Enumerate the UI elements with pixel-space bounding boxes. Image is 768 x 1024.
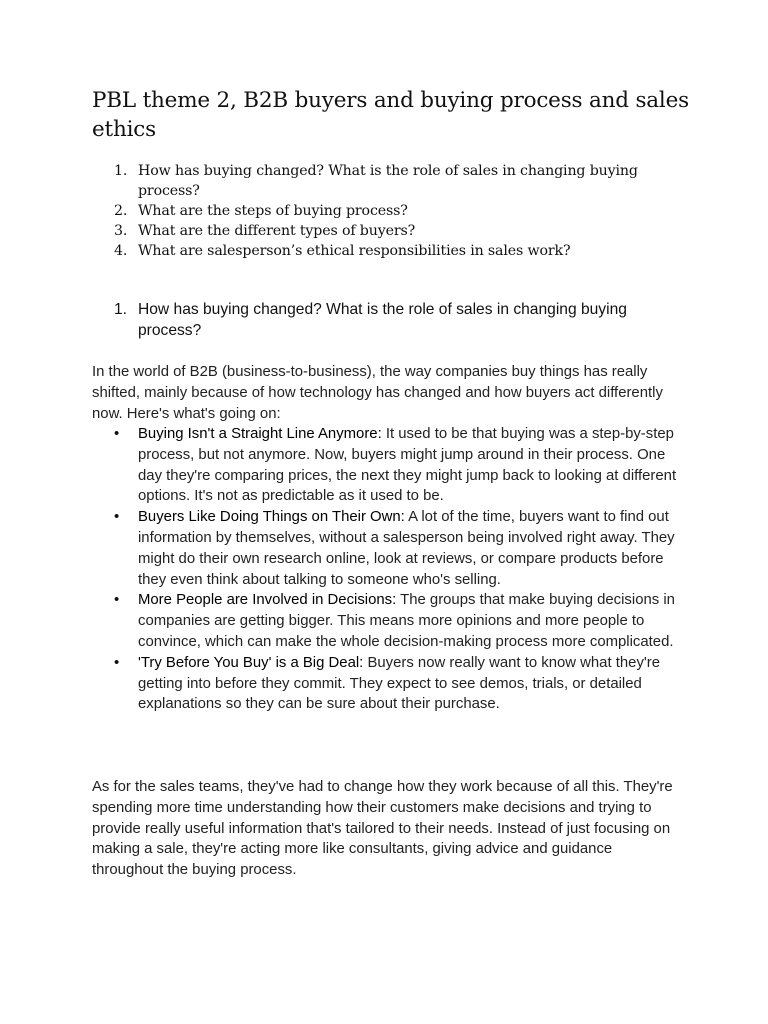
question-item <box>92 201 692 221</box>
bullet-text: The groups that make buying decisions in companies are getting bigger. This means more opinions and more people to convince, which can make the whole decision-making process more complicated. <box>138 592 675 650</box>
bullet-lead: More People are Involved in Decisions: <box>138 592 397 609</box>
bullet-list <box>92 424 682 715</box>
question-number: 4. <box>114 243 128 259</box>
bullet-lead: Buyers Like Doing Things on Their Own: <box>138 509 405 526</box>
question-list <box>92 161 692 261</box>
question-text: What are the different types of buyers? <box>138 223 416 239</box>
section-number: 1. <box>114 301 128 318</box>
question-item <box>92 221 692 241</box>
question-item <box>92 241 692 261</box>
intro-paragraph: In the world of B2B (business-to-business), the way companies buy things has really shifted, mainly because of how technology has changed and how buyers act differently now. Here's what's going on: <box>92 364 663 422</box>
question-item <box>92 161 692 201</box>
bullet-marker: • <box>114 509 120 526</box>
bullet-text: It used to be that buying was a step-by-step process, but not anymore. Now, buyers might jump around in their process. One day they're comparing prices, the next they might jump back to looking at different options. It's not as predictable as it used to be. <box>138 426 677 505</box>
question-number: 1. <box>114 163 128 179</box>
document-title: PBL theme 2, B2B buyers and buying process and sales ethics <box>92 88 689 142</box>
bullet-item <box>92 590 682 652</box>
question-text: How has buying changed? What is the role of sales in changing buying process? <box>138 163 638 199</box>
question-number: 3. <box>114 223 128 239</box>
bullet-marker: • <box>114 592 120 609</box>
bullet-marker: • <box>114 426 120 442</box>
question-number: 2. <box>114 203 128 219</box>
section-heading-text: How has buying changed? What is the role of sales in changing buying process? <box>138 301 627 339</box>
bullet-lead: 'Try Before You Buy' is a Big Deal: <box>138 654 364 671</box>
bullet-text: Buyers now really want to know what they're getting into before they commit. They expect to see demos, trials, or detailed explanations so they can be sure about their purchase. <box>138 654 660 713</box>
outro-paragraph: As for the sales teams, they've had to change how they work because of all this. They're spending more time understanding how their customers make decisions and trying to provide really useful information that's tailored to their needs. Instead of just focusing on making a sale, they're acting more like consultants, giving advice and guidance throughout the buying process. <box>92 779 673 879</box>
bullet-item <box>92 424 682 507</box>
bullet-text: A lot of the time, buyers want to find out information by themselves, without a salesperson being involved right away. They might do their own research online, look at reviews, or compare products before they even think about talking to someone who's selling. <box>138 509 675 588</box>
question-text: What are salesperson’s ethical responsibilities in sales work? <box>138 243 571 259</box>
bullet-item <box>92 507 682 590</box>
bullet-item <box>92 653 682 715</box>
bullet-marker: • <box>114 654 120 671</box>
bullet-lead: Buying Isn't a Straight Line Anymore: <box>138 426 382 442</box>
section-heading <box>92 299 692 341</box>
question-text: What are the steps of buying process? <box>138 203 408 219</box>
